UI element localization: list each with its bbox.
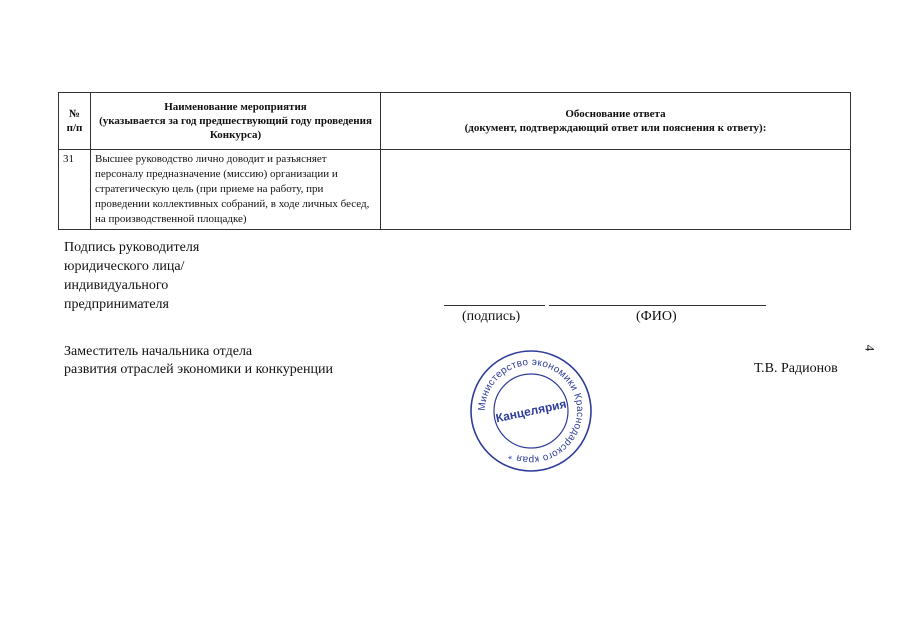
page-number: 4 [862,344,878,352]
row-reason [381,150,851,230]
fio-caption: (ФИО) [636,309,677,324]
row-num: 31 [59,150,91,230]
fio-line [549,305,766,306]
deputy-title: Заместитель начальника отдела развития отраслей экономики и конкуренции [64,344,333,377]
signature-caption: (подпись) [462,309,521,324]
signature-line [444,305,545,306]
measures-table [58,92,851,230]
signature-label: Подпись руководителя юридического лица/ индивидуального предпринимателя [64,240,200,312]
office-stamp [468,348,594,474]
header-reason: Обоснование ответа (документ, подтверждающий ответ или пояснения к ответу): [381,93,851,150]
deputy-name: Т.В. Радионов [754,361,838,376]
table-row [59,150,851,230]
row-event: Высшее руководство лично доводит и разъясняет персоналу предназначение (миссию) организации и стратегическую цель (при приеме на работу, при проведении коллективных собраний, в ходе личных бесед, на производственной площадке) [91,150,381,230]
header-event: Наименование мероприятия (указывается за год предшествующий году проведения Конкурса) [91,93,381,150]
table-header-row [59,93,851,150]
header-num: № п/п [59,93,91,150]
stamp-center-text: Канцелярия [494,396,568,426]
stamp-ring-text: Министерство экономики Краснодарского края * [476,356,586,466]
